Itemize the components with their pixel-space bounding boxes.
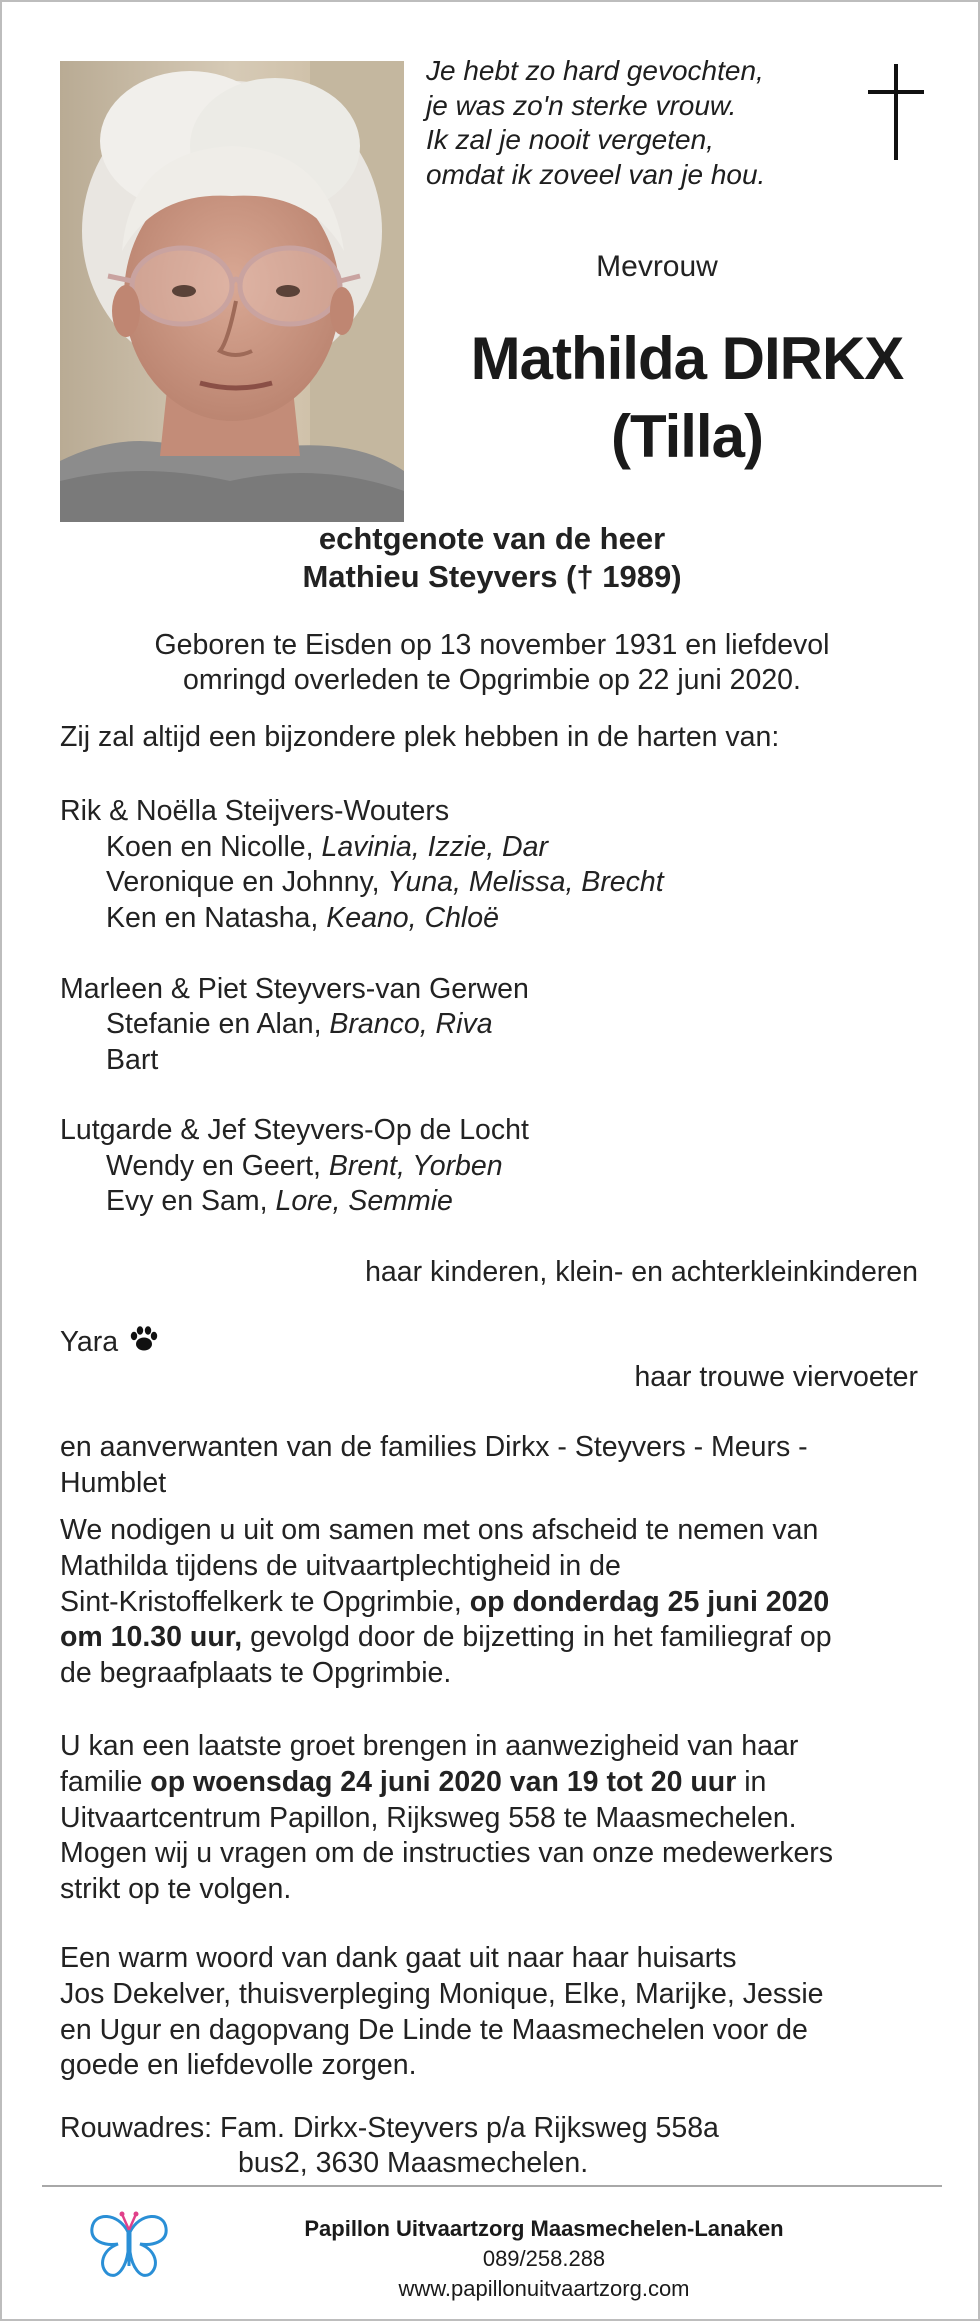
family-head: Marleen & Piet Steyvers-van Gerwen — [60, 973, 529, 1005]
pet-caption: haar trouwe viervoeter — [634, 1361, 918, 1393]
dates-line: Geboren te Eisden op 13 november 1931 en liefdevol — [154, 629, 830, 661]
spouse-line: echtgenote van de heer — [318, 521, 666, 556]
thanks-paragraph: Een warm woord van dank gaat uit naar haar huisarts Jos Dekelver, thuisverpleging Monique, Elke, Marijke, Jessie en Ugur en dagopvang De Linde te Maasmechelen voor de goede en liefdevolle zorgen. — [60, 1942, 824, 2082]
relatives — [60, 1430, 940, 1502]
visitation-date: op woensdag 24 juni 2020 van 19 tot 20 uur — [150, 1765, 737, 1798]
mourners-intro: Zij zal altijd een bijzondere plek hebben in de harten van: — [60, 721, 780, 753]
mourning-address-line2: bus2, 3630 Maasmechelen. — [238, 2147, 589, 2179]
grandchildren: Lavinia, Izzie, Dar — [321, 831, 548, 863]
funeral-home-name: Papillon Uitvaartzorg Maasmechelen-Lanaken — [304, 2216, 784, 2241]
paw-icon — [130, 1326, 158, 1352]
poem-line: omdat ik zoveel van je hou. — [426, 158, 766, 190]
grandchildren: Yuna, Melissa, Brecht — [387, 866, 664, 898]
visitation-paragraph: U kan een laatste groet brengen in aanwezigheid van haar familie op woensdag 24 juni 2020 van 19 tot 20 uur in Uitvaartcentrum Papillon, Rijksweg 558 te Maasmechelen. Mogen wij u vragen om de instructies van onze medewerkers strikt op te volgen. — [60, 1730, 834, 1906]
pet-name: Yara — [60, 1326, 119, 1358]
poem-line: je was zo'n sterke vrouw. — [426, 89, 737, 121]
grandchildren: Keano, Chloë — [326, 902, 499, 934]
portrait-illustration — [60, 61, 404, 522]
family-member: Koen en Nicolle, Lavinia, Izzie, Dar — [106, 831, 548, 863]
funeral-home-website[interactable]: www.papillonuitvaartzorg.com — [398, 2276, 690, 2301]
family-head: Rik & Noëlla Steijvers-Wouters — [60, 795, 450, 827]
nickname: (Tilla) — [611, 403, 763, 470]
salutation: Mevrouw — [596, 250, 718, 283]
footer-divider — [42, 2185, 942, 2187]
cross-icon — [868, 64, 924, 160]
family-head: Lutgarde & Jef Steyvers-Op de Locht — [60, 1114, 529, 1146]
mourning-address: Rouwadres: Fam. Dirkx-Steyvers p/a Rijksweg 558a — [60, 2112, 719, 2144]
full-name: Mathilda DIRKX — [470, 325, 904, 392]
birth-death-dates — [60, 628, 924, 697]
grandchildren: Branco, Riva — [329, 1008, 493, 1040]
family-member: Wendy en Geert, Brent, Yorben — [106, 1150, 503, 1182]
pet-name-row — [60, 1325, 158, 1359]
poem — [426, 54, 846, 192]
portrait-photo — [60, 61, 404, 522]
funeral-home-phone: 089/258.288 — [482, 2246, 606, 2271]
poem-line: Ik zal je nooit vergeten, — [426, 124, 714, 155]
family-member: Ken en Natasha, Keano, Chloë — [106, 902, 499, 934]
poem-line: Je hebt zo hard gevochten, — [426, 55, 764, 86]
funeral-home-info — [184, 2214, 904, 2304]
relatives-line: en aanverwanten van de families Dirkx - Steyvers - Meurs - — [60, 1431, 808, 1463]
children-caption: haar kinderen, klein- en achterkleinkinderen — [365, 1256, 918, 1288]
spouse-info — [202, 520, 782, 596]
family-member: Stefanie en Alan, Branco, Riva — [106, 1008, 493, 1040]
family-member: Bart — [106, 1044, 159, 1076]
family-member: Evy en Sam, Lore, Semmie — [106, 1185, 453, 1217]
funeral-time: om 10.30 uur, — [60, 1621, 243, 1654]
butterfly-logo-icon — [88, 2206, 170, 2282]
dates-line: omringd overleden te Opgrimbie op 22 juni 2020. — [183, 663, 801, 696]
spouse-line: Mathieu Steyvers († 1989) — [302, 559, 682, 594]
deceased-name — [432, 320, 942, 476]
family-member: Veronique en Johnny, Yuna, Melissa, Brecht — [106, 866, 664, 898]
funeral-paragraph: We nodigen u uit om samen met ons afscheid te nemen van Mathilda tijdens de uitvaartplechtigheid in de Sint-Kristoffelkerk te Opgrimbie, op donderdag 25 juni 2020 om 10.30 uur, gevolgd door de bijzetting in het familiegraf op de begraafplaats te Opgrimbie. — [60, 1514, 832, 1690]
grandchildren: Lore, Semmie — [275, 1185, 453, 1217]
funeral-date: op donderdag 25 juni 2020 — [469, 1585, 830, 1618]
grandchildren: Brent, Yorben — [328, 1150, 503, 1182]
relatives-line: Humblet — [60, 1466, 167, 1499]
